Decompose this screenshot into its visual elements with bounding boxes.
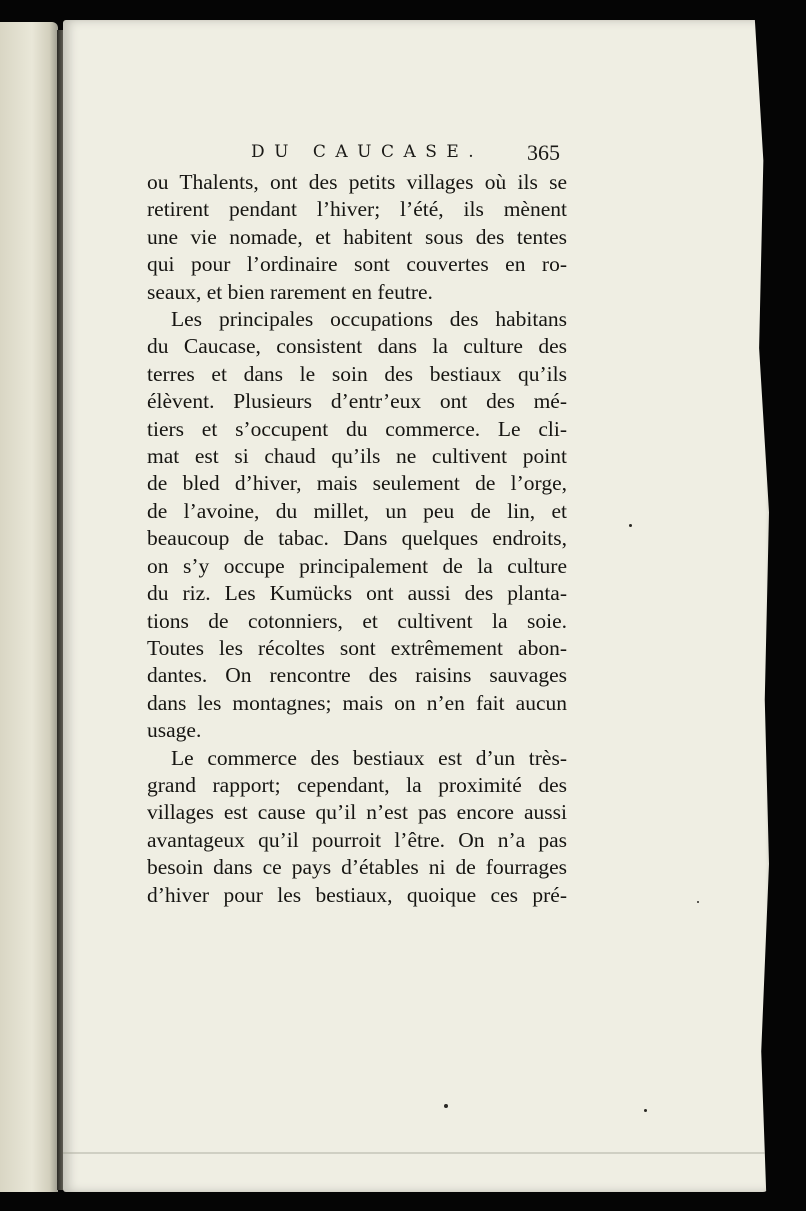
page-number: 365 — [527, 140, 560, 165]
text-line: retirent pendant l’hiver; l’été, ils mènent — [147, 197, 567, 222]
text-line: Les principales occupations des habitans — [171, 307, 567, 332]
text-line: beaucoup de tabac. Dans quelques endroits, — [147, 526, 567, 551]
text-line: mat est si chaud qu’ils ne cultivent point — [147, 444, 567, 469]
text-line: usage. — [147, 718, 202, 743]
text-line: tions de cotonniers, et cultivent la soie. — [147, 608, 567, 633]
text-line: villages est cause qu’il n’est pas encore aussi — [147, 800, 567, 825]
text-line: du Caucase, consistent dans la culture des — [147, 334, 567, 359]
text-line: d’hiver pour les bestiaux, quoique ces pré- — [147, 882, 567, 907]
text-line: on s’y occupe principalement de la culture — [147, 553, 567, 578]
text-line: du riz. Les Kumücks ont aussi des planta- — [147, 581, 567, 606]
text-line: besoin dans ce pays d’étables ni de fourrages — [147, 855, 567, 880]
running-head: DU CAUCASE. — [251, 142, 484, 162]
paper-speck — [697, 901, 699, 903]
paragraph-1 — [147, 169, 567, 306]
text-line: Toutes les récoltes sont extrêmement abon- — [147, 635, 567, 660]
paragraph-3 — [147, 745, 567, 909]
text-line: tiers et s’occupent du commerce. Le cli- — [147, 416, 567, 441]
text-line: de bled d’hiver, mais seulement de l’orge, — [147, 471, 567, 496]
paragraph-2 — [147, 306, 567, 745]
paper-speck — [629, 524, 632, 527]
text-line: seaux, et bien rarement en feutre. — [147, 279, 433, 304]
paper-speck — [644, 1109, 647, 1112]
text-line: grand rapport; cependant, la proximité des — [147, 772, 567, 797]
body-text — [147, 169, 567, 909]
text-line: une vie nomade, et habitent sous des tentes — [147, 224, 567, 249]
text-line: dans les montagnes; mais on n’en fait aucun — [147, 690, 567, 715]
paper-speck — [444, 1104, 448, 1108]
left-page-edge — [0, 22, 58, 1192]
text-line: dantes. On rencontre des raisins sauvages — [147, 663, 567, 688]
text-line: de l’avoine, du millet, un peu de lin, et — [147, 498, 567, 523]
text-line: élèvent. Plusieurs d’entr’eux ont des mé- — [147, 389, 567, 414]
text-line: ou Thalents, ont des petits villages où ils se — [147, 170, 567, 194]
text-line: Le commerce des bestiaux est d’un très- — [171, 745, 567, 770]
text-line: avantageux qu’il pourroit l’être. On n’a pas — [147, 827, 567, 852]
text-line: qui pour l’ordinaire sont couvertes en ro- — [147, 252, 567, 277]
text-line: terres et dans le soin des bestiaux qu’ils — [147, 361, 567, 386]
